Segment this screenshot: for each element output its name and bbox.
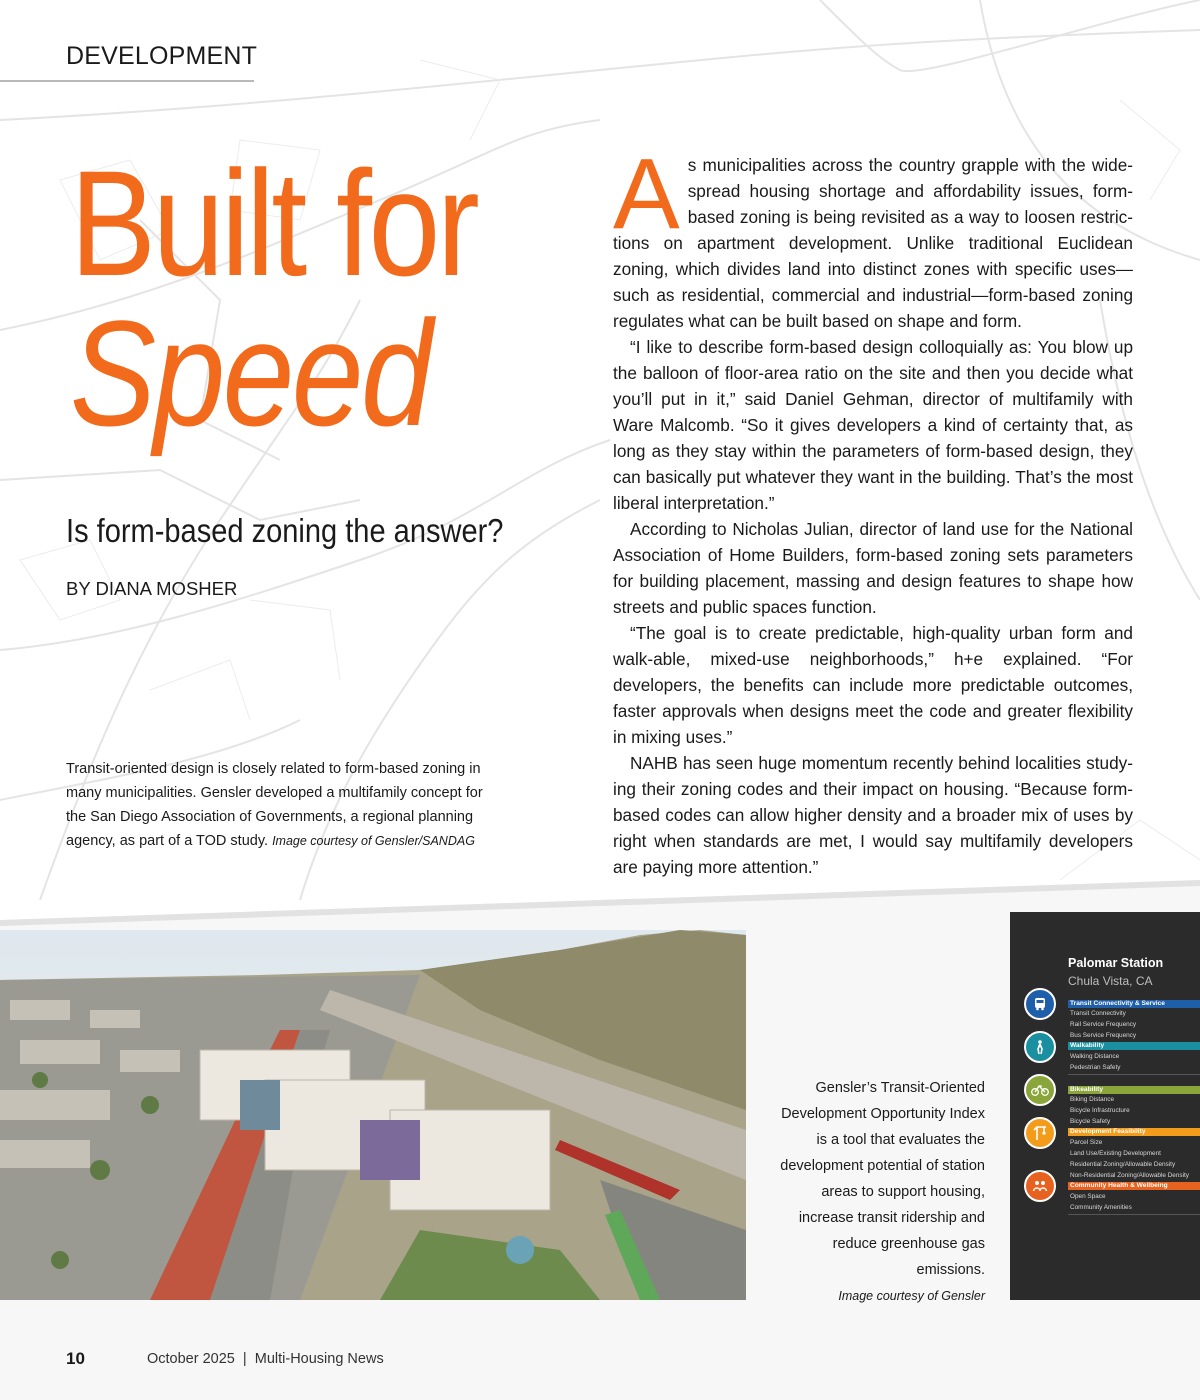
subitem: Land Use/Existing Development: [1070, 1150, 1161, 1157]
panel-location: Chula Vista, CA: [1068, 974, 1153, 988]
caption-text: Transit-oriented design is closely related to form-based zoning in many municipalities. Gensler developed a multifamily concept for the San Diego Association of Governments, a regional planning agency, as part of a TOD study.: [66, 761, 483, 849]
subitem: Bicycle Safety: [1070, 1118, 1111, 1125]
paragraph-text: s municipalities across the country grapple with the wide-spread housing shortage and affordability issues, form-based zoning is being revisited as a way to loosen restric-tions on apartment development. Unlike traditional Euclidean zoning, which divides land into distinct zones with specific uses—such as residential, commercial and industrial—form-based zoning regulates what can be built based on shape and form.: [613, 155, 1133, 331]
issue-date: October 2025: [147, 1351, 235, 1367]
subitem: Residential Zoning/Allowable Density: [1070, 1161, 1176, 1168]
subitem: Bicycle Infrastructure: [1070, 1107, 1130, 1114]
photo-caption-right: [780, 1075, 985, 1309]
subitem: Walking Distance: [1070, 1053, 1120, 1060]
paragraph-4: “The goal is to create predictable, high-quality urban form and walk-able, mixed-use neighborhoods,” h+e explained. “For developers, the benefits can include more predictable outcomes, faster approvals when designs meet the code and greater flexibility in mixing uses.”: [613, 623, 1133, 747]
section-rule: [0, 80, 254, 82]
index-panel: [1010, 912, 1200, 1300]
subitem: Pedestrian Safety: [1070, 1064, 1121, 1071]
category-bikeability: Bikeability: [1068, 1086, 1200, 1094]
section-label: DEVELOPMENT: [66, 42, 258, 70]
community-icon: [1024, 1170, 1056, 1202]
category-community: Community Health & Wellbeing: [1068, 1182, 1200, 1190]
subitem: Open Space: [1070, 1193, 1106, 1200]
subitem: Transit Connectivity: [1070, 1010, 1126, 1017]
paragraph-1: [613, 138, 1133, 334]
caption-text: Gensler’s Transit-Oriented Development Opportunity Index is a tool that evaluates the development potential of station areas to support housing, increase transit ridership and reduce greenhouse gas emissions.: [780, 1080, 985, 1278]
page-number: 10: [66, 1349, 85, 1368]
publication-name: Multi-Housing News: [254, 1351, 384, 1367]
title-line-1: Built for: [70, 139, 477, 307]
title-line-2: Speed: [70, 289, 431, 457]
photo-caption-left: [66, 757, 506, 853]
subitem: Rail Service Frequency: [1070, 1021, 1137, 1028]
subitem: Biking Distance: [1070, 1096, 1115, 1103]
pedestrian-icon: [1024, 1031, 1056, 1063]
subitem: Community Amenities: [1070, 1204, 1132, 1211]
category-walkability: Walkability: [1068, 1042, 1200, 1050]
panel-title: Palomar Station: [1068, 956, 1164, 970]
category-transit: Transit Connectivity & Service: [1068, 1000, 1200, 1008]
divider: [1068, 1074, 1200, 1075]
byline: BY DIANA MOSHER: [66, 578, 238, 599]
aerial-rendering-image: [0, 930, 746, 1300]
subitem: Parcel Size: [1070, 1139, 1103, 1146]
footer-issue: [147, 1351, 384, 1367]
caption-credit: Image courtesy of Gensler: [838, 1289, 985, 1303]
crane-icon: [1024, 1117, 1056, 1149]
bus-icon: [1024, 988, 1056, 1020]
paragraph-2: “I like to describe form-based design colloquially as: You blow up the balloon of floor-area ratio on the site and then you decide what you’ll put in it,” said Daniel Gehman, director of multifamily with Ware Malcomb. “So it gives developers a kind of certainty that, as long as they stay within the parameters of form-based design, they can basically put whatever they want in the building. That’s the most liberal interpretation.”: [613, 337, 1133, 513]
drop-cap: A: [613, 138, 680, 250]
category-development: Development Feasibility: [1068, 1128, 1200, 1136]
bicycle-icon: [1024, 1074, 1056, 1106]
subitem: Non-Residential Zoning/Allowable Density: [1070, 1172, 1189, 1179]
article-body: [613, 138, 1133, 880]
subitem: Bus Service Frequency: [1070, 1032, 1137, 1039]
footer-separator: |: [238, 1351, 251, 1367]
article-subtitle: Is form-based zoning the answer?: [66, 512, 504, 549]
divider: [1068, 1214, 1200, 1215]
caption-credit: Image courtesy of Gensler/SANDAG: [272, 834, 475, 848]
article-title: [70, 139, 543, 457]
paragraph-3: According to Nicholas Julian, director of land use for the National Association of Home Builders, form-based zoning sets parameters for building placement, massing and design features to shape how streets and public spaces function.: [613, 519, 1133, 617]
paragraph-5: NAHB has seen huge momentum recently behind localities study-ing their zoning codes and their impact on housing. “Because form-based codes can allow higher density and a broader mix of uses by right when standards are met, I would say multifamily developers are paying more attention.”: [613, 753, 1133, 877]
